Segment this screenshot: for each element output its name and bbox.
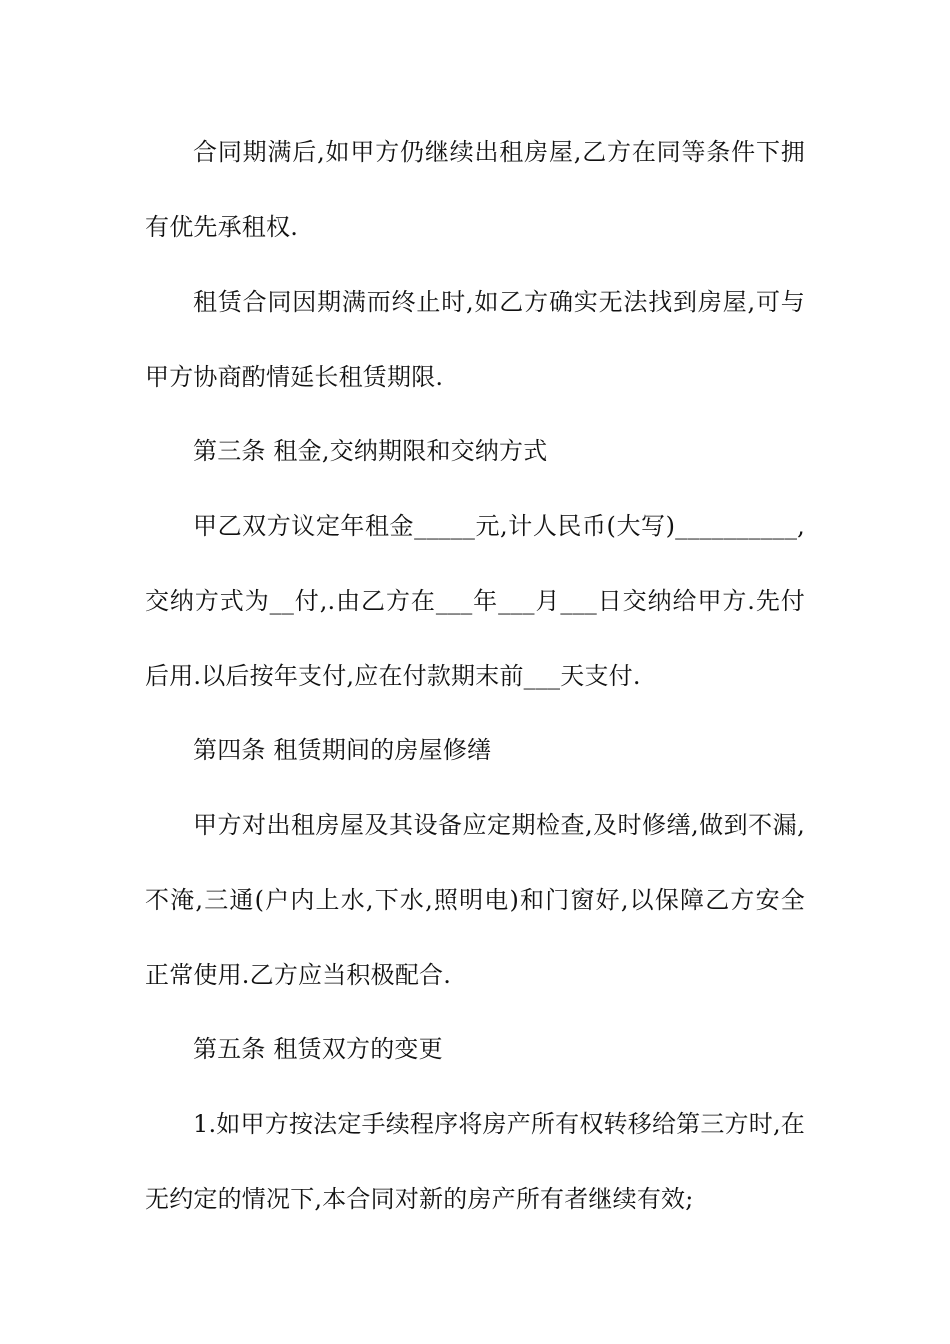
paragraph-line: 合同期满后,如甲方仍继续出租房屋,乙方在同等条件下拥 xyxy=(193,138,805,166)
paragraph-line: 有优先承租权. xyxy=(145,213,299,241)
section-heading: 第三条 租金,交纳期限和交纳方式 xyxy=(193,437,548,465)
paragraph-line: 不淹,三通(户内上水,下水,照明电)和门窗好,以保障乙方安全 xyxy=(145,886,805,914)
paragraph-line: 正常使用.乙方应当积极配合. xyxy=(145,961,452,989)
paragraph-line: 甲方协商酌情延长租赁期限. xyxy=(145,363,444,391)
paragraph-line: 租赁合同因期满而终止时,如乙方确实无法找到房屋,可与 xyxy=(193,288,805,316)
paragraph-line: 甲方对出租房屋及其设备应定期检查,及时修缮,做到不漏, xyxy=(193,811,805,839)
paragraph-line: 交纳方式为__付,.由乙方在___年___月___日交纳给甲方.先付 xyxy=(145,587,805,615)
paragraph-line: 1.如甲方按法定手续程序将房产所有权转移给第三方时,在 xyxy=(193,1110,805,1138)
section-heading: 第五条 租赁双方的变更 xyxy=(193,1035,443,1063)
section-heading: 第四条 租赁期间的房屋修缮 xyxy=(193,736,492,764)
paragraph-line: 后用.以后按年支付,应在付款期末前___天支付. xyxy=(145,662,641,690)
paragraph-line: 无约定的情况下,本合同对新的房产所有者继续有效; xyxy=(145,1185,694,1213)
paragraph-line: 甲乙双方议定年租金_____元,计人民币(大写)__________, xyxy=(193,512,805,540)
